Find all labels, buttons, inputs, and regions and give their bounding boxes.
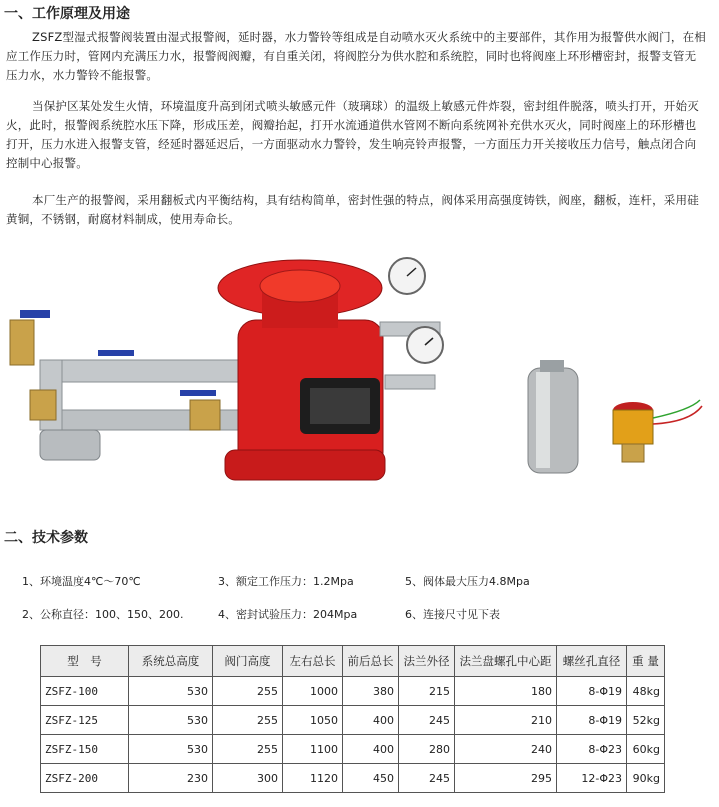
paragraph-1: ZSFZ型湿式报警阀装置由湿式报警阀，延时器，水力警铃等组成是自动喷水灭火系统中的主要部件，其作用为报警供水阀门，在相应工作压力时，管网内充满压力水，报警阀阀瓣，有自重关闭，将阀腔分为供水腔和系统腔，同时也将阀座上环形槽密封，报警支管无压力水，水力警铃不能报警。 <box>6 30 706 82</box>
cell: 300 <box>213 764 283 793</box>
paragraph-2: 当保护区某处发生火情，环境温度升高到闭式喷头敏感元件（玻璃球）的温级上敏感元件炸裂，密封组件脱落，喷头打开，开始灭火，此时，报警阀系统腔水压下降，形成压差，阀瓣抬起，打开水流通道供水管网不断向系统网补充供水灭火，同时阀座上的环形槽也打开，压力水进入报警支管，经延时器延迟后，一方面驱动水力警铃，发生响亮铃声报警，一方面压力开关接收压力信号，触点闭合向控制中心报警。 <box>6 99 699 170</box>
cell-model: ZSFZ-125 <box>41 706 129 735</box>
cell: 230 <box>129 764 213 793</box>
param-4: 4、密封试验压力：204Mpa <box>218 608 358 621</box>
cell: 530 <box>129 735 213 764</box>
col-header-depth: 前后总长 <box>343 646 399 677</box>
param-6: 6、连接尺寸见下表 <box>405 608 500 621</box>
param-1: 1、环境温度4℃～70℃ <box>22 575 141 588</box>
cell: 255 <box>213 677 283 706</box>
table-row <box>41 735 665 764</box>
cell: 295 <box>455 764 557 793</box>
param-2: 2、公称直径：100、150、200. <box>22 608 184 621</box>
col-header-flange-od: 法兰外径 <box>399 646 455 677</box>
col-header-weight: 重 量 <box>627 646 665 677</box>
cell: 245 <box>399 764 455 793</box>
col-header-system-height: 系统总高度 <box>129 646 213 677</box>
cell: 280 <box>399 735 455 764</box>
product-photo <box>0 250 719 495</box>
cell-model: ZSFZ-100 <box>41 677 129 706</box>
pipe-assembly <box>10 310 240 460</box>
cell: 60kg <box>627 735 665 764</box>
cell: 450 <box>343 764 399 793</box>
cell: 530 <box>129 677 213 706</box>
cell: 1050 <box>283 706 343 735</box>
cell: 48kg <box>627 677 665 706</box>
pressure-switch <box>613 400 702 462</box>
col-header-model: 型 号 <box>41 646 129 677</box>
table-row <box>41 706 665 735</box>
cell: 1000 <box>283 677 343 706</box>
cell: 380 <box>343 677 399 706</box>
col-header-valve-height: 阀门高度 <box>213 646 283 677</box>
param-5: 5、阀体最大压力4.8Mpa <box>405 575 530 588</box>
table-header-row <box>41 646 665 677</box>
cell: 215 <box>399 677 455 706</box>
cell: 255 <box>213 706 283 735</box>
cell: 8-Φ19 <box>557 677 627 706</box>
section-title-parameters: 二、技术参数 <box>4 530 88 546</box>
paragraph-3: 本厂生产的报警阀，采用翻板式内平衡结构，具有结构简单，密封性强的特点，阀体采用高强度铸铁，阀座，翻板，连杆，采用硅黄铜，不锈钢，耐腐材料制成，使用寿命长。 <box>6 193 699 226</box>
pressure-gauges <box>389 258 443 363</box>
cell: 52kg <box>627 706 665 735</box>
cell: 90kg <box>627 764 665 793</box>
cell-model: ZSFZ-200 <box>41 764 129 793</box>
cell: 400 <box>343 735 399 764</box>
table-row <box>41 677 665 706</box>
cell: 8-Φ19 <box>557 706 627 735</box>
cell: 210 <box>455 706 557 735</box>
cell: 530 <box>129 706 213 735</box>
cell: 1100 <box>283 735 343 764</box>
cell: 180 <box>455 677 557 706</box>
cell: 240 <box>455 735 557 764</box>
spec-table <box>40 645 665 793</box>
cell: 245 <box>399 706 455 735</box>
table-row <box>41 764 665 793</box>
cell-model: ZSFZ-150 <box>41 735 129 764</box>
col-header-bolt-hole: 螺丝孔直径 <box>557 646 627 677</box>
section-title-principle: 一、工作原理及用途 <box>4 6 130 22</box>
retard-chamber <box>528 360 578 473</box>
cell: 8-Φ23 <box>557 735 627 764</box>
cell: 12-Φ23 <box>557 764 627 793</box>
cell: 400 <box>343 706 399 735</box>
cell: 1120 <box>283 764 343 793</box>
col-header-bolt-circle: 法兰盘螺孔中心距 <box>455 646 557 677</box>
col-header-width: 左右总长 <box>283 646 343 677</box>
cell: 255 <box>213 735 283 764</box>
param-3: 3、额定工作压力：1.2Mpa <box>218 575 354 588</box>
